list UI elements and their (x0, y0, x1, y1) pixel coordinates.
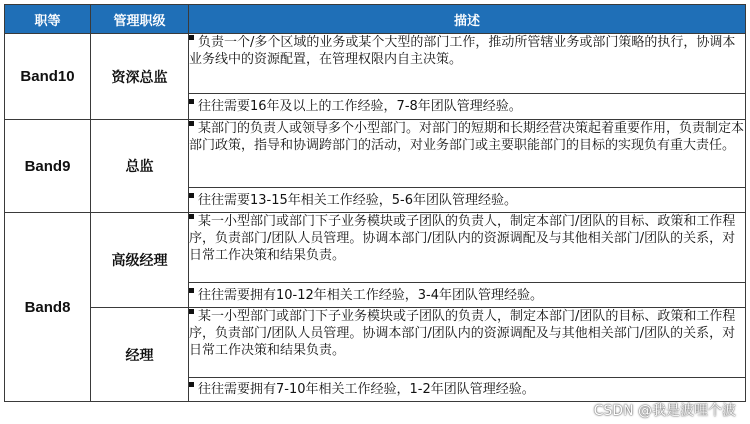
experience-text: 往往需要拥有7-10年相关工作经验，1-2年团队管理经验。 (198, 382, 535, 397)
title-cell: 总监 (91, 120, 189, 213)
experience-text: 往往需要拥有10-12年相关工作经验，3-4年团队管理经验。 (198, 287, 544, 303)
experience-text: 往往需要13-15年相关工作经验，5-6年团队管理经验。 (198, 192, 518, 208)
job-level-table (4, 4, 746, 402)
bullet-icon (189, 99, 194, 104)
bullet-icon (189, 382, 194, 387)
bullet-icon (189, 309, 194, 314)
experience-cell (189, 283, 746, 308)
table-row-band8-manager-a (5, 308, 746, 378)
description-cell (189, 308, 746, 378)
description-cell (189, 213, 746, 283)
bullet-icon (189, 288, 194, 293)
table-row-band10-a (5, 34, 746, 94)
experience-cell (189, 188, 746, 213)
table-header-row (5, 5, 746, 34)
table-row-band8-senior-a (5, 213, 746, 283)
header-level: 职等 (5, 5, 91, 34)
header-description: 描述 (189, 5, 746, 34)
description-cell (189, 120, 746, 188)
watermark-text: CSDN @我是波哩个波 (593, 403, 736, 419)
experience-cell (189, 378, 746, 402)
band-cell: Band9 (5, 120, 91, 213)
title-cell: 资深总监 (91, 34, 189, 120)
title-cell: 经理 (91, 308, 189, 402)
description-text: 某部门的负责人或领导多个小型部门。对部门的短期和长期经营决策起着重要作用，负责制定本部门政策，指导和协调跨部门的活动，对业务部门或主要职能部门的目标的实现负有重大责任。 (189, 121, 745, 153)
table-row-band9-a (5, 120, 746, 188)
bullet-icon (189, 121, 194, 126)
experience-text: 往往需要16年及以上的工作经验，7-8年团队管理经验。 (198, 99, 522, 114)
band-cell: Band8 (5, 213, 91, 402)
band-cell: Band10 (5, 34, 91, 120)
experience-cell (189, 94, 746, 120)
job-level-table-container (4, 4, 745, 418)
bullet-icon (189, 214, 194, 219)
bullet-icon (189, 193, 194, 198)
header-title: 管理职级 (91, 5, 189, 34)
description-text: 某一小型部门或部门下子业务模块或子团队的负责人，制定本部门/团队的目标、政策和工作程序，负责部门/团队人员管理。协调本部门/团队内的资源调配及与其他相关部门/团队的关系，对日常工作决策和结果负责。 (189, 309, 736, 358)
description-text: 某一小型部门或部门下子业务模块或子团队的负责人，制定本部门/团队的目标、政策和工作程序，负责部门/团队人员管理。协调本部门/团队内的资源调配及与其他相关部门/团队的关系，对日常工作决策和结果负责。 (189, 214, 736, 263)
description-text: 负责一个/多个区域的业务或某个大型的部门工作，推动所管辖业务或部门策略的执行，协调本业务线中的资源配置，在管理权限内自主决策。 (189, 35, 736, 67)
bullet-icon (189, 35, 194, 40)
title-cell: 高级经理 (91, 213, 189, 308)
description-cell (189, 34, 746, 94)
